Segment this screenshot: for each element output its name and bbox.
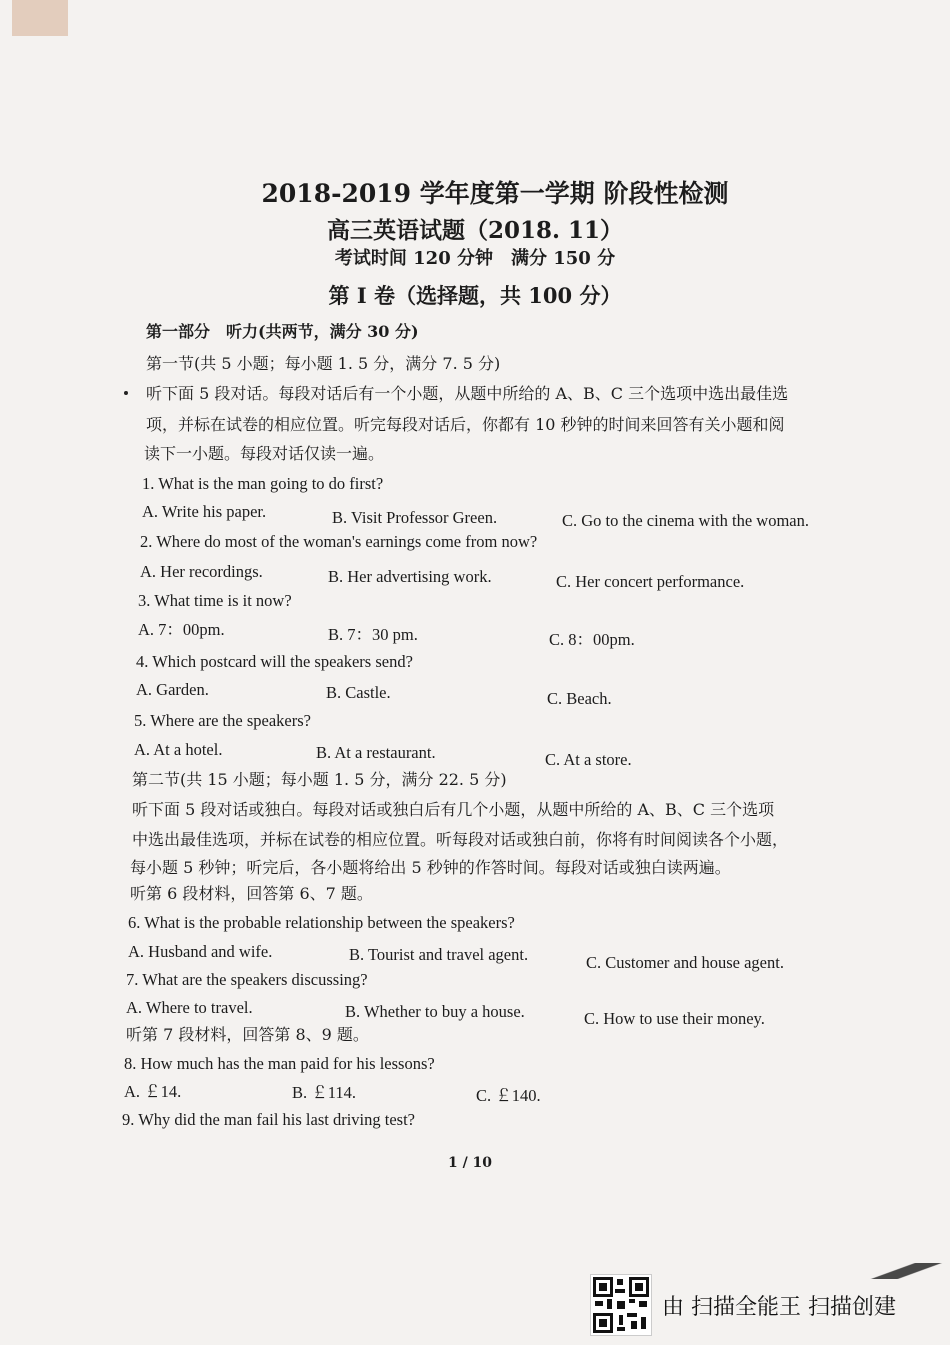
part1-heading: 第一部分 听力(共两节，满分 30 分) <box>146 322 419 341</box>
option-c: C. Customer and house agent. <box>586 953 784 972</box>
option-b: B. Her advertising work. <box>328 567 492 586</box>
exam-time-info: 考试时间 120 分钟 满分 150 分 <box>334 248 616 269</box>
material-6-note: 听第 6 段材料，回答第 6、7 题。 <box>130 884 373 903</box>
option-a: A. ￡14. <box>124 1082 182 1101</box>
option-a: A. 7：00pm. <box>138 620 225 639</box>
option-a: A. Husband and wife. <box>128 942 273 961</box>
section2-instruction-line: 中选出最佳选项，并标在试卷的相应位置。听每段对话或独白前，你将有时间阅读各个小题， <box>132 830 789 849</box>
section1-instruction-line: 项，并标在试卷的相应位置。听完每段对话后，你都有 10 秒钟的时间来回答有关小题和阅 <box>146 415 785 434</box>
option-b: B. Whether to buy a house. <box>345 1002 525 1021</box>
option-b: B. Tourist and travel agent. <box>349 945 529 964</box>
option-c: C. Her concert performance. <box>556 572 745 591</box>
exam-subtitle: 高三英语试题（2018. 11） <box>326 217 624 244</box>
option-c: C. 8：00pm. <box>549 630 635 649</box>
option-b: B. Visit Professor Green. <box>332 508 498 527</box>
option-a: A. Garden. <box>136 680 209 699</box>
scan-dot <box>124 391 128 395</box>
option-c: C. Go to the cinema with the woman. <box>562 511 809 530</box>
question-text: 6. What is the probable relationship between the speakers? <box>128 913 515 932</box>
section1-instruction-line: 读下一小题。每段对话仅读一遍。 <box>144 444 385 463</box>
option-b: B. ￡114. <box>292 1083 357 1102</box>
scanner-watermark-text: 由 扫描全能王 扫描创建 <box>662 1294 896 1320</box>
option-b: B. At a restaurant. <box>316 743 436 762</box>
question-text: 7. What are the speakers discussing? <box>126 970 368 989</box>
paper-corner-tab <box>12 0 68 36</box>
option-b: B. 7：30 pm. <box>328 625 418 644</box>
question-text: 2. Where do most of the woman's earnings come from now? <box>140 532 538 551</box>
question-text: 4. Which postcard will the speakers send? <box>136 652 413 671</box>
section2-instruction-line: 每小题 5 秒钟；听完后，各小题将给出 5 秒钟的作答时间。每段对话或独白读两遍。 <box>130 858 731 877</box>
option-a: A. At a hotel. <box>134 740 223 759</box>
question-text: 1. What is the man going to do first? <box>142 474 384 493</box>
scanner-watermark <box>590 1274 896 1336</box>
option-a: A. Where to travel. <box>126 998 253 1017</box>
exam-title: 2018-2019 学年度第一学期 阶段性检测 <box>261 179 729 208</box>
section1-heading: 第一节(共 5 小题；每小题 1. 5 分，满分 7. 5 分) <box>146 354 501 373</box>
option-c: C. At a store. <box>545 750 632 769</box>
qr-code-icon <box>590 1274 652 1336</box>
material-7-note: 听第 7 段材料，回答第 8、9 题。 <box>126 1025 369 1044</box>
section2-instruction-line: 听下面 5 段对话或独白。每段对话或独白后有几个小题，从题中所给的 A、B、C 三个选项 <box>132 800 775 819</box>
page-number: 1 / 10 <box>447 1155 493 1171</box>
option-c: C. ￡140. <box>476 1086 541 1105</box>
section2-heading: 第二节(共 15 小题；每小题 1. 5 分，满分 22. 5 分) <box>132 770 507 789</box>
section1-instruction-line: 听下面 5 段对话。每段对话后有一个小题，从题中所给的 A、B、C 三个选项中选出最佳选 <box>146 384 789 403</box>
option-b: B. Castle. <box>326 683 391 702</box>
option-c: C. How to use their money. <box>584 1009 765 1028</box>
question-text: 3. What time is it now? <box>138 591 292 610</box>
question-text: 9. Why did the man fail his last driving test? <box>122 1110 415 1129</box>
option-a: A. Her recordings. <box>140 562 263 581</box>
question-text: 8. How much has the man paid for his lessons? <box>124 1054 435 1073</box>
question-text: 5. Where are the speakers? <box>134 711 311 730</box>
option-a: A. Write his paper. <box>142 502 267 521</box>
volume-title: 第 I 卷（选择题，共 100 分） <box>328 283 622 308</box>
option-c: C. Beach. <box>547 689 612 708</box>
